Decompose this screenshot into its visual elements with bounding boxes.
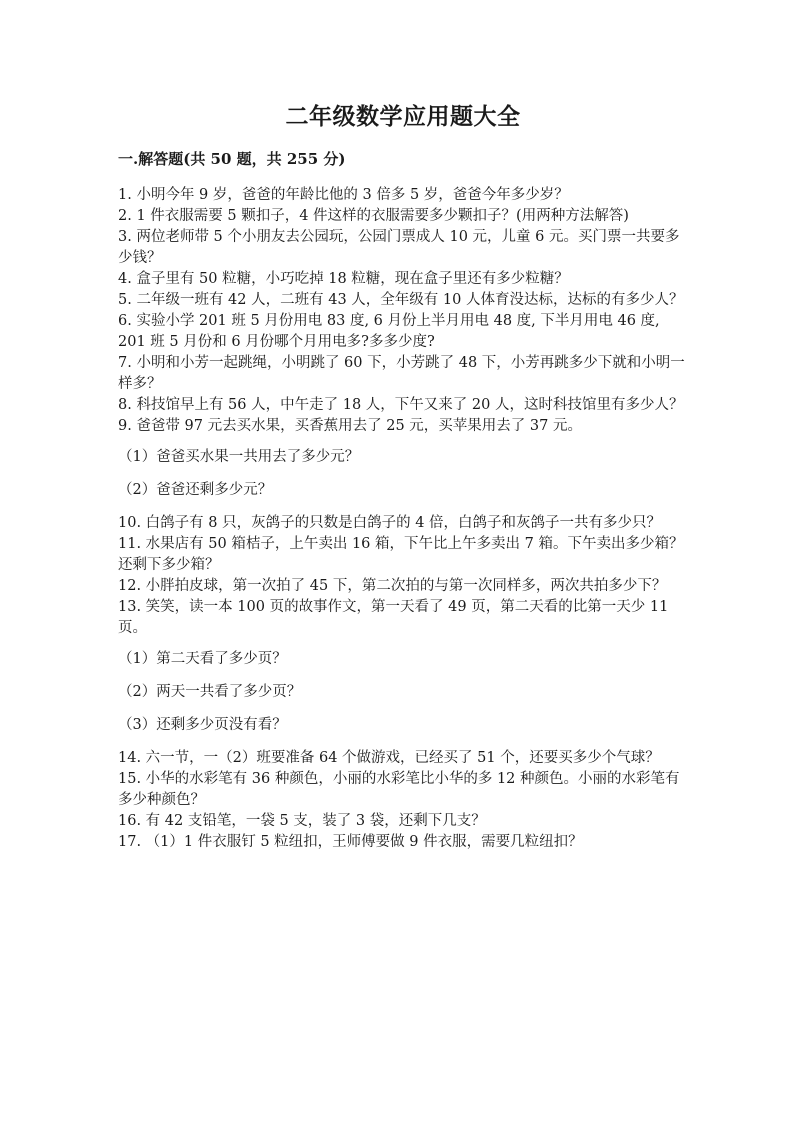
question-15: 15. 小华的水彩笔有 36 种颜色，小丽的水彩笔比小华的多 12 种颜色。小丽的水彩笔有多少种颜色？	[118, 771, 680, 808]
question-5: 5. 二年级一班有 42 人，二班有 43 人，全年级有 10 人体育没达标，达标的有多少人？	[118, 292, 684, 308]
question-11: 11. 水果店有 50 箱桔子，上午卖出 16 箱，下午比上午多卖出 7 箱。下午卖出多少箱？还剩下多少箱？	[118, 536, 684, 573]
question-1: 1. 小明今年 9 岁，爸爸的年龄比他的 3 倍多 5 岁，爸爸今年多少岁？	[118, 187, 569, 203]
question-7: 7. 小明和小芳一起跳绳，小明跳了 60 下，小芳跳了 48 下，小芳再跳多少下就和小明一样多？	[118, 355, 685, 392]
question-16: 16. 有 42 支铅笔，一袋 5 支，装了 3 袋，还剩下几支？	[118, 813, 486, 829]
document-title: 二年级数学应用题大全	[285, 103, 521, 130]
question-9-part-2: （2）爸爸还剩多少元？	[118, 482, 273, 498]
question-13-part-1: （1）第二天看了多少页？	[118, 651, 287, 667]
question-8: 8. 科技馆早上有 56 人，中午走了 18 人，下午又来了 20 人，这时科技馆里有多少人？	[118, 397, 684, 413]
question-17: 17. （1）1 件衣服钉 5 粒纽扣，王师傅要做 9 件衣服，需要几粒纽扣？	[118, 834, 583, 850]
question-10: 10. 白鸽子有 8 只，灰鸽子的只数是白鸽子的 4 倍，白鸽子和灰鸽子一共有多少只？	[118, 515, 662, 531]
question-14: 14. 六一节，一（2）班要准备 64 个做游戏，已经买了 51 个，还要买多少个气球？	[118, 750, 660, 766]
question-9-part-1: （1）爸爸买水果一共用去了多少元？	[118, 449, 360, 465]
question-13: 13. 笑笑，读一本 100 页的故事作文，第一天看了 49 页，第二天看的比第一天少 11 页。	[118, 599, 669, 636]
question-4: 4. 盒子里有 50 粒糖，小巧吃掉 18 粒糖，现在盒子里还有多少粒糖？	[118, 271, 569, 287]
question-6: 6. 实验小学 201 班 5 月份用电 83 度, 6 月份上半月用电 48 度, 下半月用电 46 度, 201 班 5 月份和 6 月份哪个月用电多?多多少度?	[118, 313, 660, 350]
question-12: 12. 小胖拍皮球，第一次拍了 45 下，第二次拍的与第一次同样多，两次共拍多少下？	[118, 578, 667, 594]
question-9: 9. 爸爸带 97 元去买水果，买香蕉用去了 25 元，买苹果用去了 37 元。	[118, 418, 582, 434]
question-13-part-3: （3）还剩多少页没有看？	[118, 717, 287, 733]
question-13-part-2: （2）两天一共看了多少页？	[118, 684, 302, 700]
question-3: 3. 两位老师带 5 个小朋友去公园玩，公园门票成人 10 元，儿童 6 元。买门票一共要多少钱？	[118, 229, 680, 266]
question-list	[118, 185, 688, 853]
question-2: 2. 1 件衣服需要 5 颗扣子，4 件这样的衣服需要多少颗扣子？(用两种方法解答)	[118, 208, 629, 224]
section-heading: 一.解答题(共 50 题，共 255 分)	[118, 150, 346, 168]
